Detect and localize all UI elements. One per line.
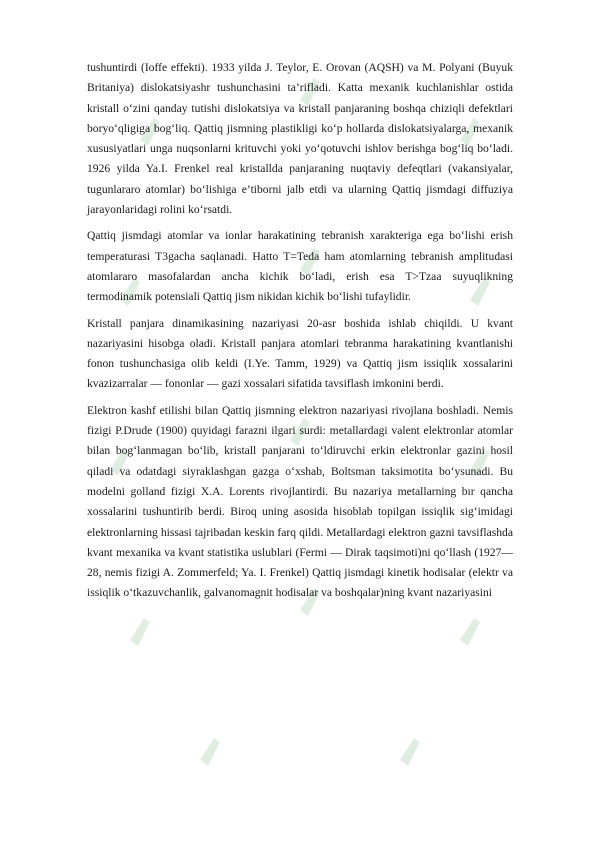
paragraph-2: Qattiq jismdagi atomlar va ionlar harakatining tebranish xarakteriga ega bo‘lishi erish temperaturasi T3gacha saqlanadi. Hatto T=Teda ham atomlarning tebranish amplitudasi atomlararo masofalardan ancha kichik bo‘ladi, erish esa T>Tzaa suyuqlikning termodinamik potensiali Qattiq jism nikidan kichik bo‘lishi tufaylidir. [87,229,513,304]
document-page [87,58,513,610]
paragraph-3: Kristall panjara dinamikasining nazariyasi 20-asr boshida ishlab chiqildi. U kvant nazariyasini hisobga oladi. Kristall panjara atomlari tebranma harakatining kvantlanishi fonon tushunchasiga olib keldi (I.Ye. Tamm, 1929) va Qattiq jism issiqlik xossalarini kvazizarralar — fononlar — gazi xossalari sifatida tavsiflash imkonini berdi. [87,316,513,391]
paragraph-1: tushuntirdi (Ioffe effekti). 1933 yilda J. Teylor, E. Orovan (AQSH) va M. Polyani (Buyuk Britaniya) dislokatsiyashr tushunchasini ta’rifladi. Katta mexanik kuchlanishlar ostida kristall o‘zini qanday tutishi dislokatsiya va kristall panjaraning boshqa chiziqli defektlari boryo‘qligiga bog‘liq. Qattiq jismning plastikligi ko‘p hollarda dislokatsiyalarga, mexanik xususiyatlari unga nuqsonlarni krituvchi yoki yo‘qotuvchi ishlov berishga bog‘liq bo‘ladi. 1926 yilda Ya.I. Frenkel real kristallda panjaraning nuqtaviy defeqtlari (vakansiyalar, tugunlararo atomlar) bo‘lishiga e’tiborni jalb etdi va ularning Qattiq jismdagi diffuziya jarayonlaridagi rolini ko‘rsatdi. [87,61,513,217]
paragraph-4: Elektron kashf etilishi bilan Qattiq jismning elektron nazariyasi rivojlana boshladi. Nemis fizigi P.Drude (1900) quyidagi farazni ilgari surdi: metallardagi valent elektronlar atomlar bilan bog‘lanmagan bo‘lib, kristall panjarani to‘ldiruvchi erkin elektronlar gazini hosil qiladi va odatdagi siyraklashgan gazga o‘xshab, Boltsman taksimotita bo‘ysunadi. Bu modelni golland fizigi X.A. Lorents rivojlantirdi. Bu nazariya metallarning bır qancha xossalarini tushuntirib berdi. Biroq uning asosida hisoblab topilgan issiqlik sig‘imidagi elektronlarning hissasi tajribadan keskin farq qildi. Metallardagi elektron gazni tavsiflashda kvant mexanika va kvant statistika uslublari (Fermi — Dirak taqsimoti)ni qo‘llash (1927—28, nemis fizigi A. Zommerfeld; Ya. I. Frenkel) Qattiq jismdagi kinetik hodisalar (elektr va issiqlik o‘tkazuvchanlik, galvanomagnit hodisalar va boshqalar)ning kvant nazariyasini [87,403,513,600]
